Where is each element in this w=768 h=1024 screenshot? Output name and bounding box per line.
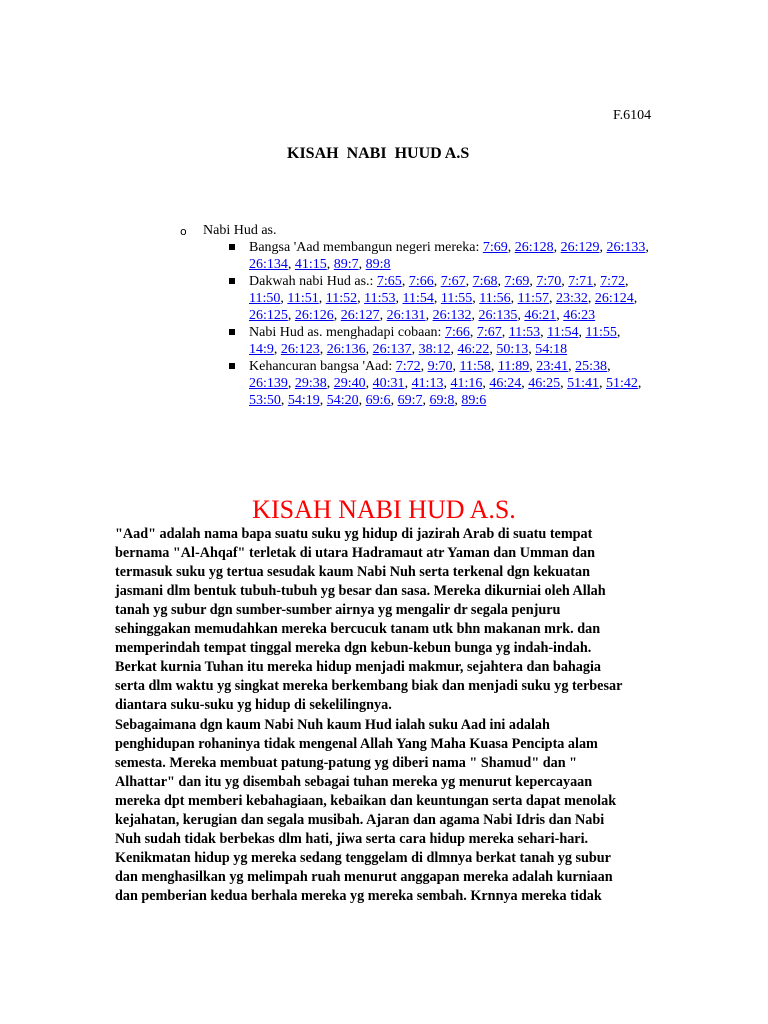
verse-reference-link[interactable]: 46:21 (524, 308, 557, 323)
outline-topic-label: Nabi Hud as. (203, 223, 277, 238)
verse-reference-link[interactable]: 54:18 (535, 342, 568, 357)
paragraph-line: dan pemberian kedua berhala mereka yg mereka sembah. Krnnya mereka tidak (115, 888, 602, 904)
verse-reference-link[interactable]: 11:52 (325, 291, 358, 306)
verse-reference-link[interactable]: 7:71 (568, 274, 594, 289)
verse-reference-link[interactable]: 7:70 (536, 274, 562, 289)
outline-item: Kehancuran bangsa 'Aad: 7:72, 9:70, 11:58, 11:89, 23:41, 25:38, 26:139, 29:38, 29:40, 40:31, 41:13, 41:16, 46:24, 46:25, 51:41, 51:42, 53:50, 54:19, 54:20, 69:6, 69:7, 69:8, 89:6 (180, 358, 650, 409)
verse-reference-link[interactable]: 7:68 (472, 274, 498, 289)
square-bullet-icon (229, 329, 235, 335)
verse-reference-link[interactable]: 11:58 (459, 359, 491, 374)
verse-reference-link[interactable]: 26:128 (514, 240, 554, 255)
verse-reference-link[interactable]: 7:72 (395, 359, 421, 374)
verse-reference-link[interactable]: 26:127 (340, 308, 380, 323)
paragraph (115, 525, 655, 715)
paragraph (115, 716, 655, 906)
outline-item-label: Dakwah nabi Hud as.: (249, 274, 377, 289)
reference-outline (180, 222, 650, 409)
outline-subitems (180, 239, 650, 409)
verse-reference-link[interactable]: 89:8 (365, 257, 391, 272)
verse-reference-link[interactable]: 26:137 (372, 342, 412, 357)
verse-reference-link[interactable]: 89:7 (333, 257, 359, 272)
verse-reference-link[interactable]: 26:124 (594, 291, 634, 306)
verse-reference-link[interactable]: 46:24 (489, 376, 522, 391)
paragraph-line: Nuh sudah tidak berbekas dlm hati, jiwa serta cara hidup mereka sehari-hari. (115, 831, 589, 847)
paragraph-line: "Aad" adalah nama bapa suatu suku yg hidup di jazirah Arab di suatu tempat (115, 526, 593, 542)
verse-reference-link[interactable]: 7:67 (440, 274, 466, 289)
verse-reference-link[interactable]: 7:69 (504, 274, 530, 289)
verse-reference-link[interactable]: 41:16 (450, 376, 483, 391)
outline-item: Nabi Hud as. menghadapi cobaan: 7:66, 7:67, 11:53, 11:54, 11:55, 14:9, 26:123, 26:136, 26:137, 38:12, 46:22, 50:13, 54:18 (180, 324, 650, 358)
paragraph-line: Berkat kurnia Tuhan itu mereka hidup menjadi makmur, sejahtera dan bahagia (115, 659, 602, 675)
verse-reference-link[interactable]: 11:53 (364, 291, 396, 306)
outline-topic (180, 222, 650, 239)
verse-reference-link[interactable]: 26:126 (294, 308, 334, 323)
verse-reference-link[interactable]: 11:54 (547, 325, 579, 340)
verse-reference-link[interactable]: 7:69 (482, 240, 508, 255)
paragraph-line: sehinggakan memudahkan mereka bercucuk tanam utk bhn makanan mrk. dan (115, 621, 601, 637)
paragraph-line: tanah yg subur dgn sumber-sumber airnya yg mengalir dr segala penjuru (115, 602, 561, 618)
paragraph-line: dan menghasilkan yg melimpah ruah menurut anggapan mereka adalah kurniaan (115, 869, 613, 885)
verse-reference-link[interactable]: 23:41 (536, 359, 569, 374)
verse-reference-link[interactable]: 53:50 (249, 393, 281, 408)
verse-reference-link[interactable]: 11:55 (440, 291, 473, 306)
verse-reference-link[interactable]: 25:38 (575, 359, 608, 374)
verse-reference-link[interactable]: 69:7 (397, 393, 423, 408)
document-heading: KISAH NABI HUUD A.S (287, 145, 470, 162)
verse-reference-link[interactable]: 40:31 (372, 376, 405, 391)
verse-reference-link[interactable]: 26:129 (560, 240, 600, 255)
verse-reference-link[interactable]: 7:72 (600, 274, 626, 289)
verse-reference-link[interactable]: 54:19 (287, 393, 320, 408)
paragraph-line: serta dlm waktu yg singkat mereka berkembang biak dan menjadi suku yg terbesar (115, 678, 623, 694)
verse-reference-link[interactable]: 41:13 (411, 376, 444, 391)
verse-reference-link[interactable]: 7:67 (476, 325, 502, 340)
paragraph-line: Sebagaimana dgn kaum Nabi Nuh kaum Hud ialah suku Aad ini adalah (115, 717, 550, 733)
verse-reference-link[interactable]: 26:136 (326, 342, 366, 357)
verse-reference-link[interactable]: 54:20 (326, 393, 359, 408)
verse-reference-link[interactable]: 23:32 (556, 291, 588, 306)
paragraph-line: mereka dpt memberi kebahagiaan, kebaikan dan keuntungan serta dapat menolak (115, 793, 617, 809)
verse-reference-link[interactable]: 26:133 (606, 240, 646, 255)
verse-reference-link[interactable]: 11:55 (585, 325, 617, 340)
verse-reference-link[interactable]: 26:132 (432, 308, 472, 323)
verse-reference-link[interactable]: 69:6 (365, 393, 391, 408)
hollow-bullet-icon: o (180, 225, 187, 238)
paragraph-line: bernama "Al-Ahqaf" terletak di utara Hadramaut atr Yaman dan Umman dan (115, 545, 596, 561)
paragraph-line: termasuk suku yg tertua sesudak kaum Nabi Nuh serta terkenal dgn kekuatan (115, 564, 590, 580)
outline-item-label: Nabi Hud as. menghadapi cobaan: (249, 325, 445, 340)
verse-reference-link[interactable]: 89:6 (461, 393, 487, 408)
verse-reference-link[interactable]: 7:66 (408, 274, 434, 289)
paragraph-line: Alhattar" dan itu yg disembah sebagai tuhan mereka yg menurut kepercayaan (115, 774, 593, 790)
verse-reference-link[interactable]: 26:139 (249, 376, 288, 391)
paragraph-line: semesta. Mereka membuat patung-patung yg diberi nama " Shamud" dan " (115, 755, 578, 771)
verse-reference-link[interactable]: 11:53 (508, 325, 541, 340)
verse-reference-link[interactable]: 69:8 (429, 393, 455, 408)
verse-reference-link[interactable]: 11:50 (249, 291, 281, 306)
outline-item-label: Kehancuran bangsa 'Aad: (249, 359, 396, 374)
verse-reference-link[interactable]: 11:57 (517, 291, 549, 306)
verse-reference-link[interactable]: 11:89 (497, 359, 530, 374)
outline-item-label: Bangsa 'Aad membangun negeri mereka: (249, 240, 483, 255)
square-bullet-icon (229, 278, 235, 284)
verse-reference-link[interactable]: 51:41 (567, 376, 600, 391)
verse-reference-link[interactable]: 14:9 (249, 342, 274, 357)
verse-reference-link[interactable]: 38:12 (418, 342, 451, 357)
paragraph-line: memperindah tempat tinggal mereka dgn kebun-kebun bunga yg indah-indah. (115, 640, 592, 656)
paragraph-line: kejahatan, kerugian dan segala musibah. Ajaran dan agama Nabi Idris dan Nabi (115, 812, 605, 828)
outline-item: Dakwah nabi Hud as.: 7:65, 7:66, 7:67, 7:68, 7:69, 7:70, 7:71, 7:72, 11:50, 11:51, 11:52, 11:53, 11:54, 11:55, 11:56, 11:57, 23:32, 26:124, 26:125, 26:126, 26:127, 26:131, 26:132, 26:135, 46:21, 46:23 (180, 273, 650, 324)
verse-reference-link[interactable]: 29:38 (294, 376, 327, 391)
verse-reference-link[interactable]: 29:40 (333, 376, 366, 391)
story-title: KISAH NABI HUD A.S. (252, 495, 516, 525)
verse-reference-link[interactable]: 7:66 (444, 325, 470, 340)
verse-reference-link[interactable]: 11:56 (479, 291, 511, 306)
verse-reference-link[interactable]: 11:54 (402, 291, 434, 306)
verse-reference-link[interactable]: 7:65 (376, 274, 402, 289)
verse-reference-link[interactable]: 9:70 (427, 359, 453, 374)
square-bullet-icon (229, 363, 235, 369)
paragraph-line: Kenikmatan hidup yg mereka sedang tenggelam di dlmnya berkat tanah yg subur (115, 850, 611, 866)
verse-reference-link[interactable]: 46:25 (528, 376, 561, 391)
outline-item: Bangsa 'Aad membangun negeri mereka: 7:69, 26:128, 26:129, 26:133, 26:134, 41:15, 89:7, 89:8 (180, 239, 650, 273)
verse-reference-link[interactable]: 26:123 (280, 342, 320, 357)
verse-reference-link[interactable]: 26:125 (249, 308, 288, 323)
paragraph-line: penghidupan rohaninya tidak mengenal Allah Yang Maha Kuasa Pencipta alam (115, 736, 598, 752)
document-code: F.6104 (613, 108, 652, 123)
paragraph-line: jasmani dlm bentuk tubuh-tubuh yg besar dan sasa. Mereka dikurniai oleh Allah (115, 583, 606, 599)
verse-reference-link[interactable]: 51:42 (606, 376, 638, 391)
paragraph-line: diantara suku-suku yg hidup di sekelilingnya. (115, 697, 392, 713)
verse-reference-link[interactable]: 26:134 (249, 257, 288, 272)
verse-reference-link[interactable]: 41:15 (294, 257, 327, 272)
verse-reference-link[interactable]: 11:51 (287, 291, 319, 306)
square-bullet-icon (229, 244, 235, 250)
verse-reference-link[interactable]: 26:135 (478, 308, 518, 323)
verse-reference-link[interactable]: 46:22 (457, 342, 490, 357)
verse-reference-link[interactable]: 46:23 (563, 308, 596, 323)
verse-reference-link[interactable]: 26:131 (386, 308, 426, 323)
verse-reference-link[interactable]: 50:13 (496, 342, 529, 357)
